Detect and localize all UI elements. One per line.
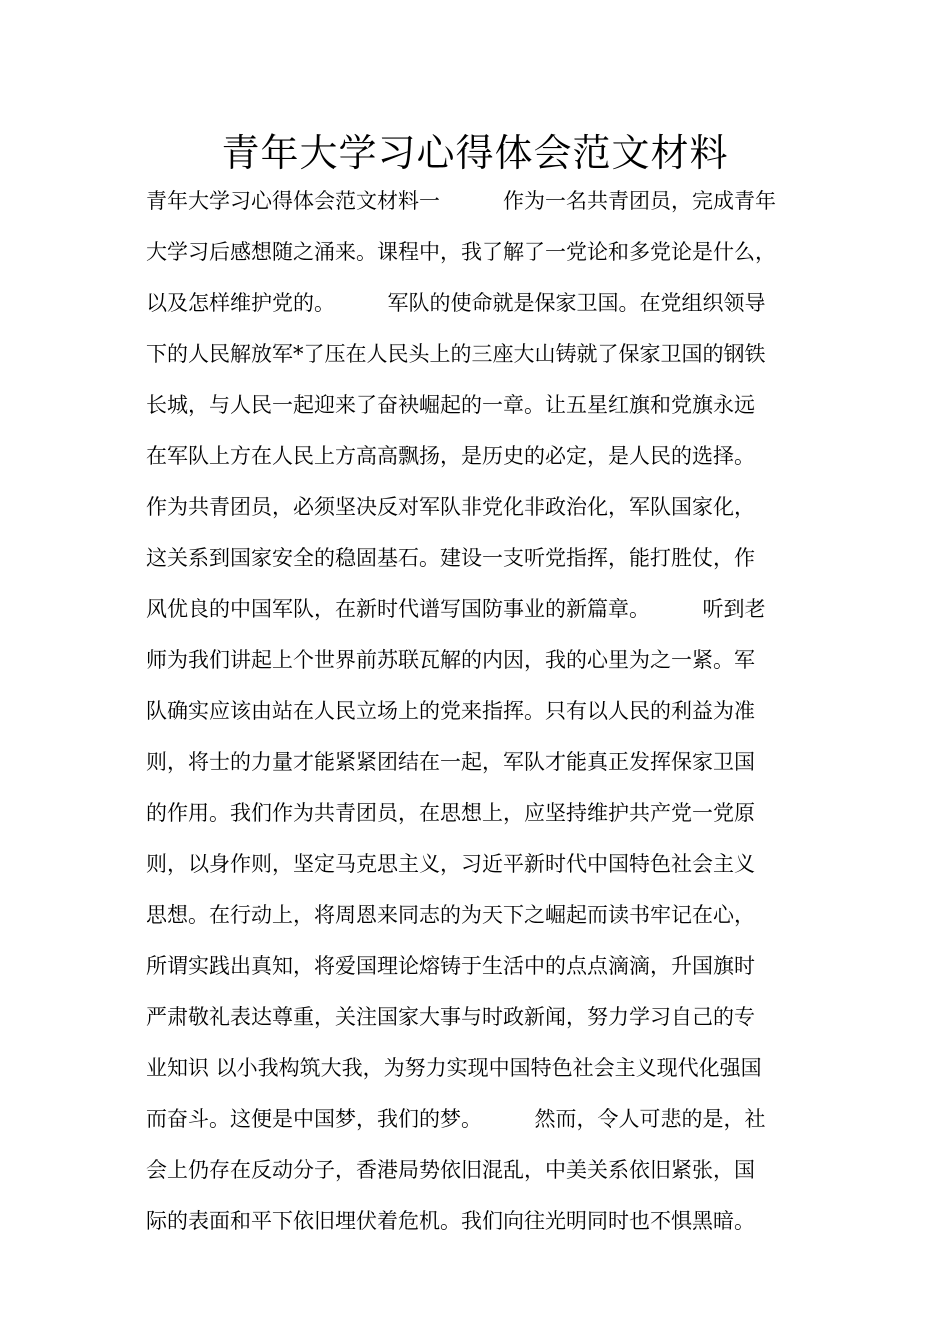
body-line-17: 严肃敬礼表达尊重，关注国家大事与时政新闻，努力学习自己的专 [146,1005,755,1029]
body-line-13: 的作用。我们作为共青团员，在思想上，应坚持维护共产党一党原 [146,801,755,825]
body-line-14: 则，以身作则，坚定马克思主义，习近平新时代中国特色社会主义 [146,852,755,876]
body-line-6: 在军队上方在人民上方高高飘扬，是历史的必定，是人民的选择。 [146,444,755,468]
body-line-10: 师为我们讲起上个世界前苏联瓦解的内因，我的心里为之一紧。军 [146,648,755,672]
body-line-18: 业知识 以小我构筑大我，为努力实现中国特色社会主义现代化强国 [146,1056,762,1080]
body-line-19: 而奋斗。这便是中国梦，我们的梦。 然而，令人可悲的是，社 [146,1107,766,1131]
body-line-1: 青年大学习心得体会范文材料一 作为一名共青团员，完成青年 [146,189,776,213]
body-line-4: 下的人民解放军*了压在人民头上的三座大山铸就了保家卫国的钢铁 [146,342,766,366]
body-line-9: 风优良的中国军队，在新时代谱写国防事业的新篇章。 听到老 [146,597,766,621]
body-line-11: 队确实应该由站在人民立场上的党来指挥。只有以人民的利益为准 [146,699,755,723]
body-line-7: 作为共青团员，必须坚决反对军队非党化非政治化，军队国家化， [146,495,755,519]
body-line-12: 则，将士的力量才能紧紧团结在一起，军队才能真正发挥保家卫国 [146,750,755,774]
body-line-16: 所谓实践出真知，将爱国理论熔铸于生活中的点点滴滴，升国旗时 [146,954,755,978]
body-line-5: 长城，与人民一起迎来了奋袂崛起的一章。让五星红旗和党旗永远 [146,393,755,417]
body-line-20: 会上仍存在反动分子，香港局势依旧混乱，中美关系依旧紧张，国 [146,1158,755,1182]
body-line-8: 这关系到国家安全的稳固基石。建设一支听党指挥，能打胜仗，作 [146,546,755,570]
document-body [146,176,826,1247]
body-line-2: 大学习后感想随之涌来。课程中，我了解了一党论和多党论是什么， [146,240,776,264]
document-title: 青年大学习心得体会范文材料 [221,131,729,175]
body-line-3: 以及怎样维护党的。 军队的使命就是保家卫国。在党组织领导 [146,291,766,315]
body-line-21: 际的表面和平下依旧埋伏着危机。我们向往光明同时也不惧黑暗。 [146,1209,755,1233]
body-line-15: 思想。在行动上，将周恩来同志的为天下之崛起而读书牢记在心， [146,903,755,927]
